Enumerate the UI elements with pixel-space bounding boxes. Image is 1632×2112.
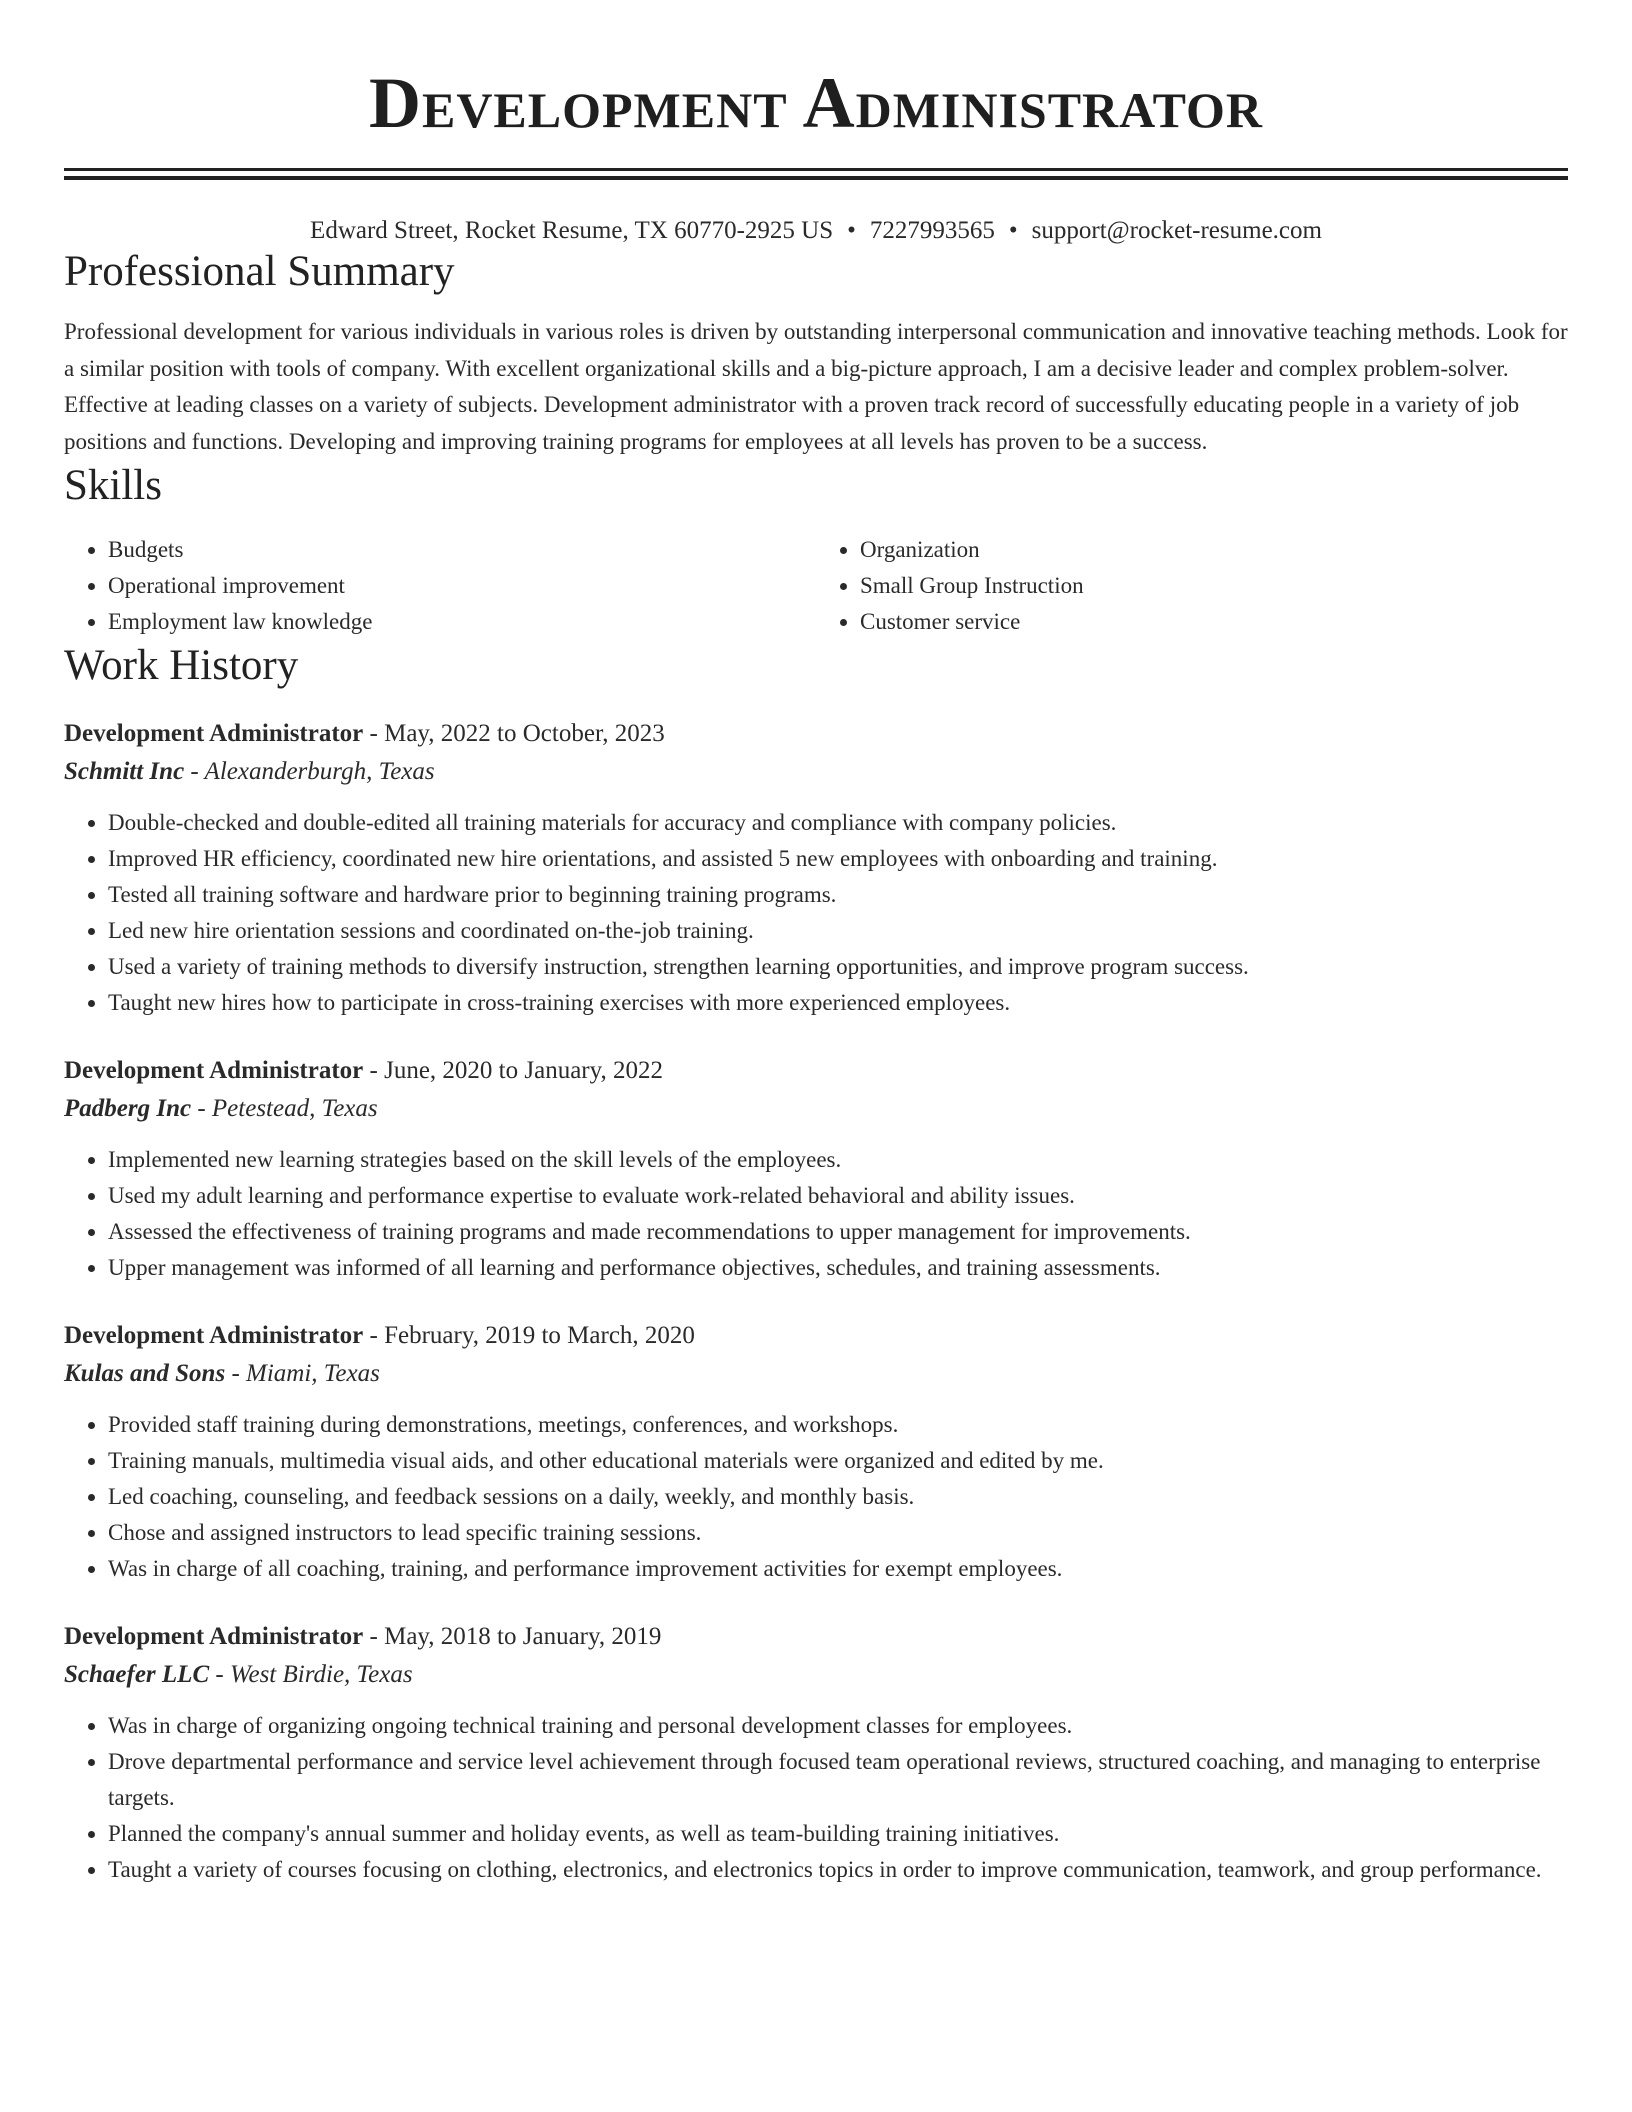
job-company: Schaefer LLC: [64, 1661, 210, 1688]
header-divider: [64, 168, 1568, 180]
job-bullet: • Led coaching, counseling, and feedback sessions on a daily, weekly, and monthly basis.: [108, 1479, 1568, 1515]
contact-separator: •: [847, 217, 856, 244]
job-dates: - February, 2019 to March, 2020: [363, 1322, 695, 1349]
job-bullet: • Chose and assigned instructors to lead specific training sessions.: [108, 1515, 1568, 1551]
job-bullet: • Improved HR efficiency, coordinated new hire orientations, and assisted 5 new employees with onboarding and training.: [108, 841, 1568, 877]
skill-item: • Organization: [860, 532, 1568, 568]
job-company-line: [64, 1656, 1568, 1694]
job-entry: [64, 714, 1568, 1021]
job-bullet: • Planned the company's annual summer and holiday events, as well as team-building training initiatives.: [108, 1816, 1568, 1852]
job-bullet: • Taught a variety of courses focusing on clothing, electronics, and electronics topics in order to improve communication, teamwork, and group performance.: [108, 1852, 1568, 1888]
job-role: Development Administrator: [64, 720, 364, 747]
job-bullet: • Led new hire orientation sessions and coordinated on-the-job training.: [108, 913, 1568, 949]
job-location: - Alexanderburgh, Texas: [184, 758, 435, 785]
job-entry: [64, 1051, 1568, 1286]
job-bullets: [64, 1708, 1568, 1888]
job-header: [64, 1316, 1568, 1355]
job-company-line: [64, 1090, 1568, 1128]
job-header: [64, 1051, 1568, 1090]
job-role: Development Administrator: [64, 1623, 364, 1650]
job-bullet: • Used a variety of training methods to diversify instruction, strengthen learning opportunities, and improve program success.: [108, 949, 1568, 985]
skill-item: • Small Group Instruction: [860, 568, 1568, 604]
job-bullet: • Provided staff training during demonstrations, meetings, conferences, and workshops.: [108, 1407, 1568, 1443]
job-bullet: • Implemented new learning strategies based on the skill levels of the employees.: [108, 1142, 1568, 1178]
job-location: - West Birdie, Texas: [209, 1661, 413, 1688]
job-bullet: • Taught new hires how to participate in cross-training exercises with more experienced employees.: [108, 985, 1568, 1021]
skills-column-left: [64, 532, 816, 640]
contact-line: [64, 216, 1568, 246]
skills-column-right: [816, 532, 1568, 640]
job-company: Padberg Inc: [64, 1095, 192, 1122]
section-title-skills: Skills: [64, 462, 162, 509]
job-bullet: • Assessed the effectiveness of training programs and made recommendations to upper management for improvements.: [108, 1214, 1568, 1250]
job-dates: - May, 2022 to October, 2023: [363, 720, 665, 747]
job-bullet: • Drove departmental performance and service level achievement through focused team operational reviews, structured coaching, and managing to enterprise targets.: [108, 1744, 1568, 1816]
job-bullet: • Was in charge of organizing ongoing technical training and personal development classes for employees.: [108, 1708, 1568, 1744]
summary-text: Professional development for various individuals in various roles is driven by outstanding interpersonal communication and innovative teaching methods. Look for a similar position with tools of company. With excellent organizational skills and a big-picture approach, I am a decisive leader and complex problem-solver. Effective at leading classes on a variety of subjects. Development administrator with a proven track record of successfully educating people in a variety of job positions and functions. Developing and improving training programs for employees at all levels has proven to be a success.: [64, 319, 1568, 454]
job-company-line: [64, 753, 1568, 791]
job-role: Development Administrator: [64, 1057, 364, 1084]
contact-separator: •: [1008, 217, 1018, 244]
job-entry: [64, 1617, 1568, 1888]
job-bullets: [64, 805, 1568, 1021]
contact-phone: 7227993565: [869, 217, 995, 244]
job-bullets: [64, 1142, 1568, 1286]
contact-address: Edward Street, Rocket Resume, TX 60770-2925 US: [310, 217, 834, 244]
section-title-summary: Professional Summary: [64, 248, 455, 295]
skills-list: [64, 532, 1568, 640]
job-entry: [64, 1316, 1568, 1587]
job-bullet: • Double-checked and double-edited all training materials for accuracy and compliance with company policies.: [108, 805, 1568, 841]
job-location: - Petestead, Texas: [191, 1095, 378, 1122]
resume-name: Development Administrator: [368, 63, 1264, 143]
job-dates: - June, 2020 to January, 2022: [363, 1057, 664, 1084]
job-bullet: • Tested all training software and hardware prior to beginning training programs.: [108, 877, 1568, 913]
job-dates: - May, 2018 to January, 2019: [363, 1623, 662, 1650]
job-header: [64, 714, 1568, 753]
skill-item: • Budgets: [108, 532, 816, 568]
skill-item: • Customer service: [860, 604, 1568, 640]
skill-item: • Operational improvement: [108, 568, 816, 604]
job-company: Kulas and Sons: [64, 1360, 226, 1387]
job-bullet: • Was in charge of all coaching, training, and performance improvement activities for exempt employees.: [108, 1551, 1568, 1587]
section-title-work-history: Work History: [64, 642, 299, 689]
job-company: Schmitt Inc: [64, 758, 185, 785]
job-company-line: [64, 1355, 1568, 1393]
skill-item: • Employment law knowledge: [108, 604, 816, 640]
job-bullets: [64, 1407, 1568, 1587]
job-location: - Miami, Texas: [225, 1360, 380, 1387]
contact-email: support@rocket-resume.com: [1031, 217, 1322, 244]
job-header: [64, 1617, 1568, 1656]
job-bullet: • Upper management was informed of all learning and performance objectives, schedules, and training assessments.: [108, 1250, 1568, 1286]
job-role: Development Administrator: [64, 1322, 364, 1349]
job-bullet: • Training manuals, multimedia visual aids, and other educational materials were organized and edited by me.: [108, 1443, 1568, 1479]
job-bullet: • Used my adult learning and performance expertise to evaluate work-related behavioral and ability issues.: [108, 1178, 1568, 1214]
